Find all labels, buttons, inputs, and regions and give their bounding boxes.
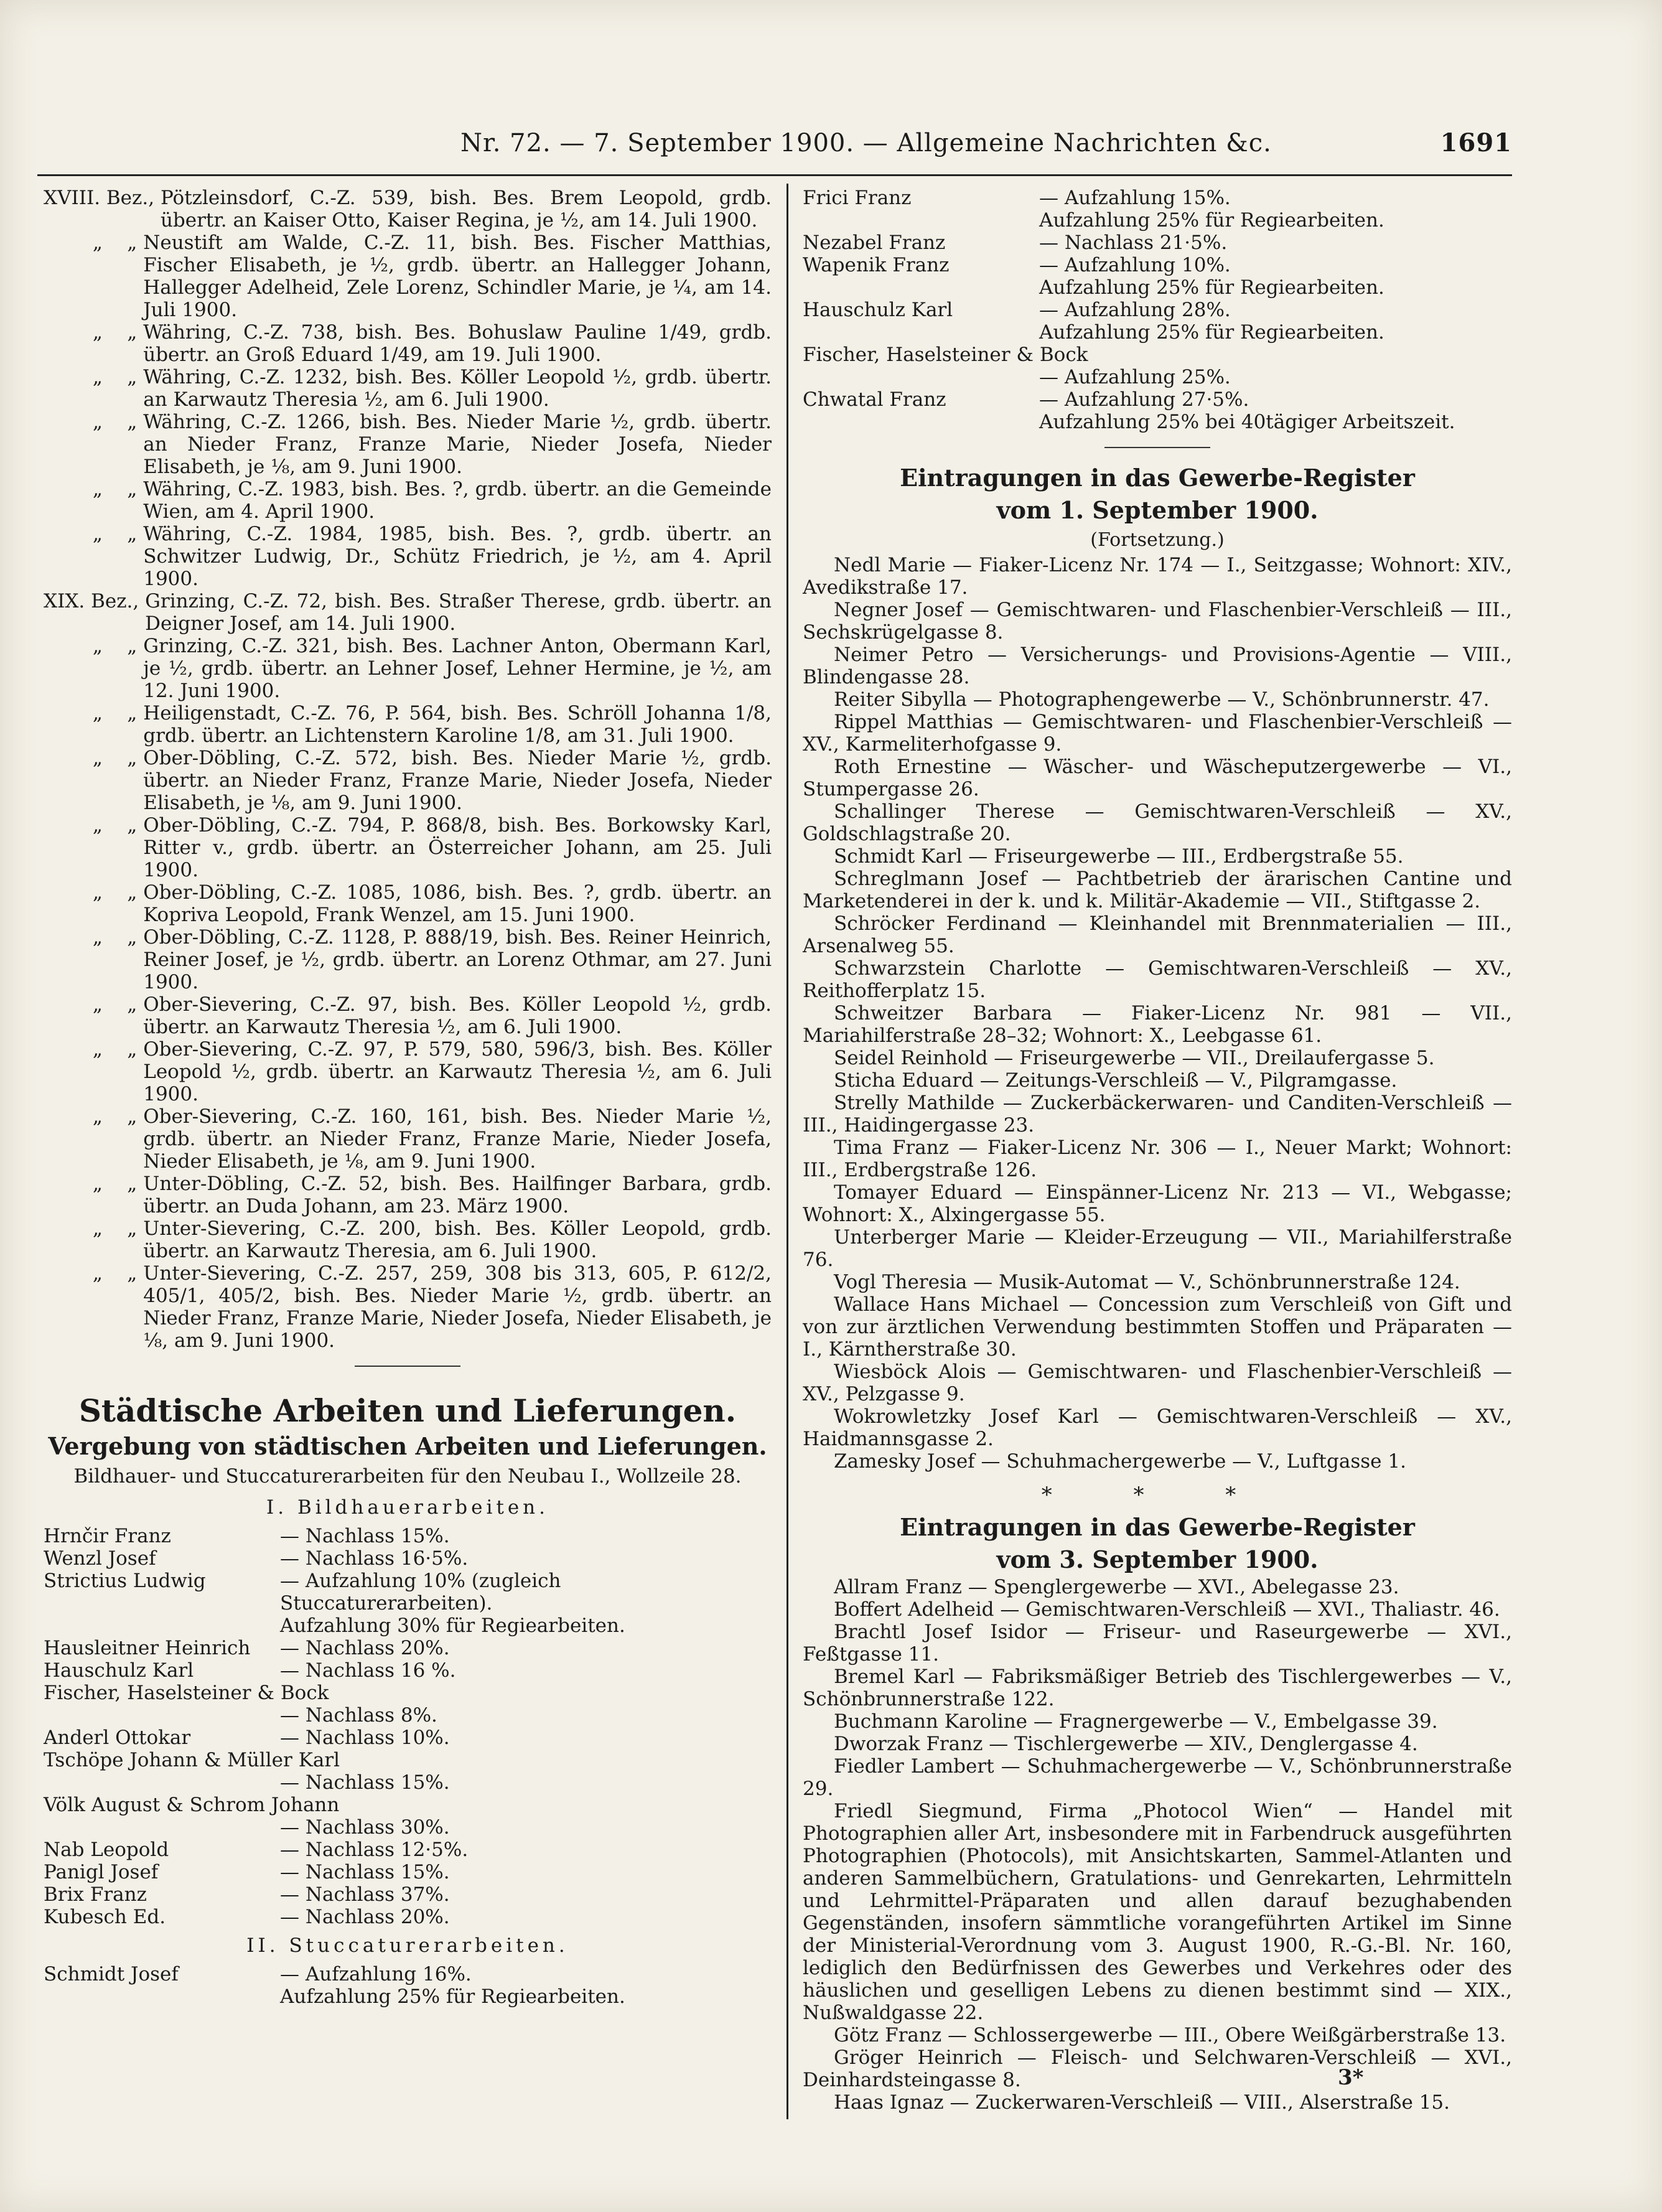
- column-divider: [787, 184, 788, 2119]
- bidder-name: [803, 321, 1039, 344]
- property-entry: [44, 1173, 772, 1217]
- entry-label: „ „: [44, 926, 144, 949]
- bid-value: Aufzahlung 25% für Regiearbeiten.: [1039, 321, 1384, 344]
- bid-row: [44, 1883, 772, 1906]
- register-entry: Seidel Reinhold — Friseurgewerbe — VII., Dreilaufergasse 5.: [834, 1047, 1435, 1069]
- bidder-name: Hrnčir Franz: [44, 1525, 171, 1547]
- bid-value: [329, 1682, 772, 1704]
- entry-text: Währing, C.-Z. 1232, bish. Bes. Köller Leopold ½, grdb. übertr. an Karwautz Theresia ½, am 6. Juli 1900.: [143, 366, 772, 411]
- register-entry: Vogl Theresia — Musik-Automat — V., Schönbrunnerstraße 124.: [834, 1271, 1460, 1293]
- bidder-name: Nezabel Franz: [803, 232, 946, 254]
- entry-text: Grinzing, C.-Z. 72, bish. Bes. Straßer Therese, grdb. übertr. an Deigner Josef, am 14. Juli 1900.: [145, 590, 772, 635]
- bidder-name: Panigl Josef: [44, 1861, 159, 1883]
- entry-label: „ „: [44, 1038, 144, 1061]
- bidder-name: Frici Franz: [803, 187, 912, 209]
- bidder-name: Hauschulz Karl: [803, 299, 953, 321]
- bid-row: [44, 1547, 772, 1570]
- bid-value: — Aufzahlung 15%.: [1039, 187, 1231, 209]
- bid-row: [44, 1659, 772, 1682]
- entry-label: „ „: [44, 702, 144, 724]
- entry-text: Ober-Döbling, C.-Z. 794, P. 868/8, bish. Bes. Borkowsky Karl, Ritter v., grdb. übertr. an Österreicher Johann, am 25. Juli 1900.: [143, 814, 772, 881]
- entry-label: „ „: [44, 1173, 144, 1195]
- bid-row: [803, 187, 1512, 209]
- page-header: [460, 121, 1512, 165]
- bid-value: [1088, 344, 1512, 366]
- bidder-name: Tschöpe Johann & Müller Karl: [44, 1749, 340, 1771]
- bid-value: Aufzahlung 25% für Regiearbeiten.: [280, 1985, 625, 2008]
- register-entry: Fiedler Lambert — Schuhmachergewerbe — V., Schönbrunnerstraße 29.: [803, 1755, 1512, 1800]
- bidder-name: Hauschulz Karl: [44, 1659, 194, 1682]
- bidder-name: Chwatal Franz: [803, 388, 946, 411]
- property-entry: [44, 1038, 772, 1105]
- register-entry: Haas Ignaz — Zuckerwaren-Verschleiß — VIII., Alserstraße 15.: [834, 2091, 1450, 2114]
- property-entry: [44, 523, 772, 590]
- entry-label: „ „: [44, 747, 144, 769]
- header-title: Nr. 72. — 7. September 1900. — Allgemeine Nachrichten &c.: [460, 129, 1272, 157]
- bid-value: Aufzahlung 25% bei 40tägiger Arbeitszeit.: [1039, 411, 1455, 433]
- bid-value: — Nachlass 10%.: [280, 1727, 450, 1749]
- bidder-name: Brix Franz: [44, 1883, 147, 1906]
- register1-note: (Fortsetzung.): [1090, 529, 1225, 551]
- register1-list: [803, 554, 1512, 1473]
- register-entry: Schröcker Ferdinand — Kleinhandel mit Brennmaterialien — III., Arsenalweg 55.: [803, 912, 1512, 957]
- register-entry: Bremel Karl — Fabriksmäßiger Betrieb des Tischlergewerbes — V., Schönbrunnerstraße 122.: [803, 1666, 1512, 1710]
- bid-value: — Nachlass 30%.: [280, 1816, 450, 1839]
- entry-label: „ „: [44, 478, 144, 500]
- property-entry: [44, 478, 772, 523]
- register-entry: Nedl Marie — Fiaker-Licenz Nr. 174 — I., Seitzgasse; Wohnort: XIV., Avedikstraße 17.: [803, 554, 1512, 599]
- bid-row: [44, 1704, 772, 1727]
- entry-text: Ober-Sievering, C.-Z. 97, P. 579, 580, 596/3, bish. Bes. Köller Leopold ½, grdb. übertr. an Karwautz Theresia ½, am 6. Juli 1900.: [143, 1038, 772, 1105]
- property-entry: [44, 321, 772, 366]
- register2-title: Eintragungen in das Gewerbe-Register: [900, 1513, 1415, 1541]
- register-entry: Schwarzstein Charlotte — Gemischtwaren-Verschleiß — XV., Reithofferplatz 15.: [803, 957, 1512, 1002]
- property-entry: [44, 881, 772, 926]
- bid-row: [44, 1839, 772, 1861]
- register-entry: Wiesböck Alois — Gemischtwaren- und Flaschenbier-Verschleiß — XV., Pelzgasse 9.: [803, 1361, 1512, 1405]
- bidder-name: [44, 1985, 280, 2008]
- bid-row: [44, 1861, 772, 1883]
- works-subtitle: Vergebung von städtischen Arbeiten und Lieferungen.: [48, 1432, 767, 1460]
- bid-row: [803, 209, 1512, 232]
- bid-value: — Nachlass 16 %.: [280, 1659, 456, 1682]
- register-entry: Friedl Siegmund, Firma „Photocol Wien“ — Handel mit Photographien aller Art, insbesondere mit in Farbendruck ausgeführten Photographien (Photocols), mit Ansichtskarten, Sammel-Atlanten und anderen Sammelbüchern, Gratulations- und Genrekarten, Lehrmitteln und Lehrmittel-Präparaten und allen darauf bezughabenden Gegenständen, insofern sämmtliche vorangeführten Artikel im Sinne der Ministerial-Verordnung vom 3. August 1900, R.-G.-Bl. Nr. 160, lediglich den Bedürfnissen des Gewerbes und Verkehres oder des häuslichen und geselligen Lebens zu dienen bestimmt sind — XIX., Nußwaldgasse 22.: [803, 1800, 1512, 2024]
- bid-row: [803, 388, 1512, 411]
- entry-text: Ober-Döbling, C.-Z. 1085, 1086, bish. Bes. ?, grdb. übertr. an Kopriva Leopold, Frank Wenzel, am 15. Juni 1900.: [143, 881, 772, 926]
- register-entry: Sticha Eduard — Zeitungs-Verschleiß — V., Pilgramgasse.: [834, 1069, 1398, 1092]
- register-entry: Negner Josef — Gemischtwaren- und Flaschenbier-Verschleiß — III., Sechskrügelgasse 8.: [803, 599, 1512, 644]
- bid-value: — Nachlass 20%.: [280, 1906, 450, 1928]
- bidder-name: [44, 1771, 280, 1794]
- entry-label: „ „: [44, 1105, 144, 1128]
- bidder-name: [44, 1614, 280, 1637]
- register1-date: vom 1. September 1900.: [996, 496, 1319, 524]
- entry-label: „ „: [44, 366, 144, 388]
- entry-label: „ „: [44, 635, 144, 657]
- header-rule: [37, 174, 1512, 176]
- bid-value: — Nachlass 16·5%.: [280, 1547, 469, 1570]
- property-entry: [44, 1262, 772, 1352]
- entry-text: Ober-Sievering, C.-Z. 160, 161, bish. Bes. Nieder Marie ½, grdb. übertr. an Nieder Franz, Franze Marie, Nieder Josefa, Nieder Elisabeth, je ⅛, am 9. Juni 1900.: [143, 1105, 772, 1173]
- bid-row: [44, 1963, 772, 1985]
- bidder-name: Wenzl Josef: [44, 1547, 156, 1570]
- register-entry: Tomayer Eduard — Einspänner-Licenz Nr. 213 — VI., Webgasse; Wohnort: X., Alxingergasse 55.: [803, 1181, 1512, 1226]
- entry-label: „ „: [44, 523, 144, 545]
- register2-list: [803, 1576, 1512, 2114]
- section-rule: [1104, 447, 1210, 448]
- section-stars: * * *: [1041, 1483, 1274, 1507]
- bid-row: [803, 344, 1512, 366]
- entry-text: Unter-Döbling, C.-Z. 52, bish. Bes. Hailfinger Barbara, grdb. übertr. an Duda Johann, am 23. März 1900.: [143, 1173, 772, 1217]
- entry-text: Währing, C.-Z. 1983, bish. Bes. ?, grdb. übertr. an die Gemeinde Wien, am 4. April 1900.: [143, 478, 772, 523]
- bid-value: Aufzahlung 25% für Regiearbeiten.: [1039, 209, 1384, 232]
- bid-row: [803, 232, 1512, 254]
- register-entry: Brachtl Josef Isidor — Friseur- und Raseurgewerbe — XVI., Feßtgasse 11.: [803, 1621, 1512, 1666]
- bid-row: [44, 1570, 772, 1614]
- bidder-name: Nab Leopold: [44, 1839, 169, 1861]
- bid-value: — Nachlass 8%.: [280, 1704, 437, 1727]
- entry-text: Ober-Sievering, C.-Z. 97, bish. Bes. Köller Leopold ½, grdb. übertr. an Karwautz Theresia ½, am 6. Juli 1900.: [143, 993, 772, 1038]
- bidder-name: [44, 1704, 280, 1727]
- works-project: Bildhauer- und Stuccaturerarbeiten für den Neubau I., Wollzeile 28.: [73, 1465, 742, 1488]
- entry-text: Neustift am Walde, C.-Z. 11, bish. Bes. Fischer Matthias, Fischer Elisabeth, je ½, grdb. übertr. an Hallegger Johann, Hallegger Adelheid, Zele Lorenz, Schindler Marie, je ¼, am 14. Juli 1900.: [143, 232, 772, 321]
- bid-row: [803, 411, 1512, 433]
- entry-text: Ober-Döbling, C.-Z. 572, bish. Bes. Nieder Marie ½, grdb. übertr. an Nieder Franz, Franze Marie, Nieder Josefa, Nieder Elisabeth, je ⅛, am 9. Juni 1900.: [143, 747, 772, 814]
- register-entry: Gröger Heinrich — Fleisch- und Selchwaren-Verschleiß — XVI., Deinhardsteingasse 8.: [803, 2046, 1512, 2091]
- register-entry: Dworzak Franz — Tischlergewerbe — XIV., Denglergasse 4.: [834, 1733, 1418, 1755]
- bidder-name: Wapenik Franz: [803, 254, 950, 276]
- bidder-name: Kubesch Ed.: [44, 1906, 166, 1928]
- bid-row: [44, 1682, 772, 1704]
- bid-value: [339, 1794, 772, 1816]
- register-entry: Strelly Mathilde — Zuckerbäckerwaren- und Canditen-Verschleiß — III., Haidingergasse 23.: [803, 1092, 1512, 1136]
- register2-date: vom 3. September 1900.: [996, 1545, 1319, 1573]
- property-entry: [44, 926, 772, 993]
- property-entry: [44, 590, 772, 635]
- register-entry: Schreglmann Josef — Pachtbetrieb der ärarischen Cantine und Marketenderei in der k. und k. Militär-Akademie — VII., Stiftgasse 2.: [803, 868, 1512, 912]
- bids-list-1: [44, 1525, 772, 1928]
- entry-text: Währing, C.-Z. 1266, bish. Bes. Nieder Marie ½, grdb. übertr. an Nieder Franz, Franze Marie, Nieder Josefa, Nieder Elisabeth, je ⅛, am 9. Juni 1900.: [143, 411, 772, 478]
- entry-text: Heiligenstadt, C.-Z. 76, P. 564, bish. Bes. Schröll Johanna 1/8, grdb. übertr. an Lichtenstern Karoline 1/8, am 31. Juli 1900.: [143, 702, 772, 747]
- register-entry: Neimer Petro — Versicherungs- und Provisions-Agentie — VIII., Blindengasse 28.: [803, 644, 1512, 688]
- entry-label: „ „: [44, 321, 144, 344]
- page-number: 1691: [1440, 128, 1512, 157]
- bid-row: [44, 1727, 772, 1749]
- bid-value: [340, 1749, 772, 1771]
- entry-text: Ober-Döbling, C.-Z. 1128, P. 888/19, bish. Bes. Reiner Heinrich, Reiner Josef, je ½, grdb. übertr. an Lorenz Othmar, am 27. Juni 1900.: [143, 926, 772, 993]
- register-entry: Reiter Sibylla — Photographengewerbe — V., Schönbrunnerstr. 47.: [834, 688, 1490, 711]
- property-entry: [44, 814, 772, 881]
- property-entry: [44, 232, 772, 321]
- works-title: Städtische Arbeiten und Lieferungen.: [78, 1392, 737, 1429]
- property-transfer-list: [44, 187, 772, 1352]
- bidder-name: [803, 366, 1039, 388]
- bidder-name: Fischer, Haselsteiner & Bock: [44, 1682, 329, 1704]
- bidder-name: Anderl Ottokar: [44, 1727, 191, 1749]
- property-entry: [44, 702, 772, 747]
- property-entry: [44, 187, 772, 232]
- bid-value: — Nachlass 12·5%.: [280, 1839, 469, 1861]
- signature-mark: 3*: [1338, 2065, 1364, 2090]
- bid-value: — Aufzahlung 25%.: [1039, 366, 1231, 388]
- entry-label: „ „: [44, 411, 144, 433]
- bid-row: [44, 1525, 772, 1547]
- entry-text: Unter-Sievering, C.-Z. 257, 259, 308 bis 313, 605, P. 612/2, 405/1, 405/2, bish. Bes. Nieder Marie ½, grdb. übertr. an Nieder Franz, Franze Marie, Nieder Josefa, Nieder Elisabeth, je ⅛, am 9. Juni 1900.: [143, 1262, 772, 1352]
- register-entry: Boffert Adelheid — Gemischtwaren-Verschleiß — XVI., Thaliastr. 46.: [834, 1598, 1500, 1621]
- property-entry: [44, 747, 772, 814]
- entry-label: „ „: [44, 1262, 144, 1285]
- entry-label: „ „: [44, 814, 144, 837]
- bids-list-2-continued: [803, 187, 1512, 433]
- bid-row: [803, 276, 1512, 299]
- bidder-name: [44, 1816, 280, 1839]
- bidder-name: Fischer, Haselsteiner & Bock: [803, 344, 1088, 366]
- entry-label: „ „: [44, 1217, 144, 1240]
- bid-row: [44, 1906, 772, 1928]
- bid-value: — Aufzahlung 27·5%.: [1039, 388, 1249, 411]
- register-entry: Roth Ernestine — Wäscher- und Wäscheputzergewerbe — VI., Stumpergasse 26.: [803, 756, 1512, 800]
- entry-label: XVIII. Bez.,: [44, 187, 161, 209]
- works-section-2: II. Stuccaturerarbeiten.: [246, 1934, 569, 1957]
- register-entry: Buchmann Karoline — Fragnergewerbe — V., Embelgasse 39.: [834, 1710, 1438, 1733]
- left-column: [44, 187, 772, 2008]
- property-entry: [44, 1105, 772, 1173]
- right-column: [803, 187, 1512, 2114]
- bidder-name: [803, 411, 1039, 433]
- bid-value: — Aufzahlung 10% (zugleich Stuccaturerarbeiten).: [280, 1570, 561, 1614]
- entry-text: Grinzing, C.-Z. 321, bish. Bes. Lachner Anton, Obermann Karl, je ½, grdb. übertr. an Lehner Josef, Lehner Hermine, je ½, am 12. Juni 1900.: [143, 635, 772, 702]
- bid-value: Aufzahlung 30% für Regiearbeiten.: [280, 1614, 625, 1637]
- bid-value: — Nachlass 15%.: [280, 1861, 450, 1883]
- entry-text: Währing, C.-Z. 738, bish. Bes. Bohuslaw Pauline 1/49, grdb. übertr. an Groß Eduard 1/49, am 19. Juli 1900.: [143, 321, 772, 366]
- bid-row: [803, 321, 1512, 344]
- register-entry: Zamesky Josef — Schuhmachergewerbe — V., Luftgasse 1.: [834, 1450, 1406, 1473]
- bid-row: [44, 1614, 772, 1637]
- works-section-1: I. Bildhauerarbeiten.: [266, 1496, 549, 1519]
- bid-row: [44, 1985, 772, 2008]
- property-entry: [44, 1217, 772, 1262]
- bid-row: [803, 254, 1512, 276]
- property-entry: [44, 635, 772, 702]
- bids-list-2: [44, 1963, 772, 2008]
- bid-value: — Nachlass 15%.: [280, 1525, 450, 1547]
- bidder-name: [803, 276, 1039, 299]
- bidder-name: Hausleitner Heinrich: [44, 1637, 251, 1659]
- bid-value: — Nachlass 37%.: [280, 1883, 450, 1906]
- bid-value: — Aufzahlung 28%.: [1039, 299, 1231, 321]
- register-entry: Unterberger Marie — Kleider-Erzeugung — VII., Mariahilferstraße 76.: [803, 1226, 1512, 1271]
- entry-label: „ „: [44, 881, 144, 904]
- bid-value: — Nachlass 20%.: [280, 1637, 450, 1659]
- property-entry: [44, 411, 772, 478]
- bidder-name: Völk August & Schrom Johann: [44, 1794, 340, 1816]
- section-rule: [355, 1366, 460, 1367]
- entry-text: Unter-Sievering, C.-Z. 200, bish. Bes. Köller Leopold, grdb. übertr. an Karwautz Theresia, am 6. Juli 1900.: [143, 1217, 772, 1262]
- register1-title: Eintragungen in das Gewerbe-Register: [900, 464, 1415, 492]
- property-entry: [44, 366, 772, 411]
- register-entry: Schallinger Therese — Gemischtwaren-Verschleiß — XV., Goldschlagstraße 20.: [803, 800, 1512, 845]
- register-entry: Wokrowletzky Josef Karl — Gemischtwaren-Verschleiß — XV., Haidmannsgasse 2.: [803, 1405, 1512, 1450]
- bid-value: — Aufzahlung 16%.: [280, 1963, 472, 1985]
- bidder-name: Strictius Ludwig: [44, 1570, 206, 1592]
- bid-row: [44, 1771, 772, 1794]
- register-entry: Schweitzer Barbara — Fiaker-Licenz Nr. 981 — VII., Mariahilferstraße 28–32; Wohnort: X., Leebgasse 61.: [803, 1002, 1512, 1047]
- register-entry: Götz Franz — Schlossergewerbe — III., Obere Weißgärberstraße 13.: [834, 2024, 1506, 2046]
- register-entry: Tima Franz — Fiaker-Licenz Nr. 306 — I., Neuer Markt; Wohnort: III., Erdbergstraße 126.: [803, 1136, 1512, 1181]
- register-entry: Wallace Hans Michael — Concession zum Verschleiß von Gift und von zur ärztlichen Verwendung bestimmten Stoffen und Präparaten — I., Kärntherstraße 30.: [803, 1293, 1512, 1361]
- entry-label: „ „: [44, 232, 144, 254]
- bid-row: [44, 1637, 772, 1659]
- bid-value: — Nachlass 21·5%.: [1039, 232, 1228, 254]
- entry-text: Pötzleinsdorf, C.-Z. 539, bish. Bes. Brem Leopold, grdb. übertr. an Kaiser Otto, Kaiser Regina, je ½, am 14. Juli 1900.: [160, 187, 772, 232]
- bid-row: [803, 366, 1512, 388]
- entry-label: XIX. Bez.,: [44, 590, 146, 612]
- bidder-name: Schmidt Josef: [44, 1963, 179, 1985]
- entry-label: „ „: [44, 993, 144, 1016]
- bid-value: — Nachlass 15%.: [280, 1771, 450, 1794]
- bid-row: [44, 1816, 772, 1839]
- bid-row: [803, 299, 1512, 321]
- bid-value: Aufzahlung 25% für Regiearbeiten.: [1039, 276, 1384, 299]
- bid-row: [44, 1749, 772, 1771]
- bid-value: — Aufzahlung 10%.: [1039, 254, 1231, 276]
- register-entry: Allram Franz — Spenglergewerbe — XVI., Abelegasse 23.: [834, 1576, 1399, 1598]
- register-entry: Rippel Matthias — Gemischtwaren- und Flaschenbier-Verschleiß — XV., Karmeliterhofgasse 9.: [803, 711, 1512, 756]
- bid-row: [44, 1794, 772, 1816]
- bidder-name: [803, 209, 1039, 232]
- property-entry: [44, 993, 772, 1038]
- register-entry: Schmidt Karl — Friseurgewerbe — III., Erdbergstraße 55.: [834, 845, 1404, 868]
- entry-text: Währing, C.-Z. 1984, 1985, bish. Bes. ?, grdb. übertr. an Schwitzer Ludwig, Dr., Schütz Friedrich, je ½, am 4. April 1900.: [143, 523, 772, 590]
